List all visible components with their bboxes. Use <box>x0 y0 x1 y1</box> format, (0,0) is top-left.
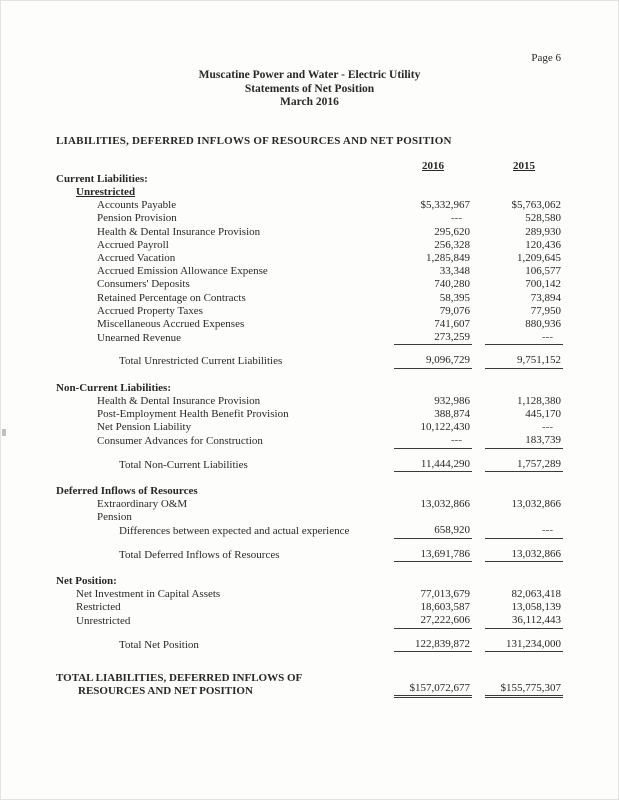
table-row <box>56 212 618 225</box>
row-label: Unrestricted <box>76 185 136 198</box>
table-row <box>56 408 618 421</box>
value-2015: 880,936 <box>525 317 561 330</box>
value-2015: 13,058,139 <box>511 601 561 614</box>
table-row <box>56 395 618 408</box>
row-label: Accrued Vacation <box>97 251 176 264</box>
value-2016: --- <box>394 434 472 448</box>
value-2015: 289,930 <box>525 225 561 238</box>
value-2016: 658,920 <box>394 524 472 538</box>
value-2016: 256,328 <box>434 238 470 251</box>
document-header <box>1 1 618 110</box>
value-2015: 73,894 <box>530 291 561 304</box>
row-label: Miscellaneous Accrued Expenses <box>97 317 245 330</box>
row-label: Post-Employment Health Benefit Provision <box>97 407 289 420</box>
table-row <box>56 292 618 305</box>
table-row <box>56 186 618 199</box>
section-title: LIABILITIES, DEFERRED INFLOWS OF RESOURCES AND NET POSITION <box>56 134 452 147</box>
statement-table <box>56 160 618 699</box>
table-row <box>56 575 618 588</box>
value-2016: 18,603,587 <box>420 601 470 614</box>
value-2016: 11,444,290 <box>394 458 472 472</box>
table-row <box>56 421 618 434</box>
table-row <box>56 252 618 265</box>
row-label: Current Liabilities: <box>56 172 148 185</box>
value-2016: 10,122,430 <box>420 421 470 434</box>
page-number: Page 6 <box>531 52 561 64</box>
row-label: Total Net Position <box>119 638 199 651</box>
value-2015: --- <box>485 524 563 538</box>
row-label: Accrued Payroll <box>97 238 169 251</box>
table-row <box>56 588 618 601</box>
value-2015: $5,763,062 <box>511 199 561 212</box>
table-row <box>56 331 618 345</box>
value-2015: 36,112,443 <box>485 614 563 628</box>
value-2016: 13,032,866 <box>420 497 470 510</box>
value-2015: 700,142 <box>525 278 561 291</box>
row-label: Deferred Inflows of Resources <box>56 484 198 497</box>
table-row <box>56 305 618 318</box>
column-header-2015: 2015 <box>513 159 535 172</box>
value-2015: 1,128,380 <box>517 394 561 407</box>
value-2016: 932,986 <box>434 394 470 407</box>
statement-rows <box>56 173 618 699</box>
row-label: Total Non-Current Liabilities <box>119 458 248 471</box>
statement-date: March 2016 <box>280 96 339 108</box>
table-row <box>56 239 618 252</box>
table-row <box>56 548 618 562</box>
table-row <box>56 382 618 395</box>
value-2015: 13,032,866 <box>485 548 563 562</box>
value-2015: 131,234,000 <box>485 638 563 652</box>
row-label: Pension <box>97 511 132 524</box>
table-row <box>56 601 618 614</box>
table-row <box>56 226 618 239</box>
row-label: TOTAL LIABILITIES, DEFERRED INFLOWS OF RESOURCES AND NET POSITION <box>56 671 303 697</box>
row-label: Health & Dental Insurance Provision <box>97 225 261 238</box>
row-label: Differences between expected and actual experience <box>119 525 350 538</box>
value-2016: 388,874 <box>434 407 470 420</box>
value-2015: 1,757,289 <box>485 458 563 472</box>
value-2016: 9,096,729 <box>394 354 472 368</box>
value-2016: 273,259 <box>394 331 472 345</box>
row-label: Extraordinary O&M <box>97 497 188 510</box>
value-2015: --- <box>542 421 553 434</box>
table-row <box>56 434 618 448</box>
value-2016: 122,839,872 <box>394 638 472 652</box>
value-2015: 106,577 <box>525 265 561 278</box>
statement-title: Statements of Net Position <box>244 82 375 95</box>
row-label: Unrestricted <box>76 615 131 628</box>
table-row <box>56 498 618 511</box>
table-row <box>56 458 618 472</box>
value-2016: 740,280 <box>434 278 470 291</box>
value-2016: 79,076 <box>439 304 470 317</box>
row-label: Net Position: <box>56 574 117 587</box>
row-label: Consumer Advances for Construction <box>97 435 263 448</box>
row-label: Retained Percentage on Contracts <box>97 291 246 304</box>
row-label: Net Pension Liability <box>97 421 192 434</box>
table-row <box>56 173 618 186</box>
value-2016: --- <box>451 212 462 225</box>
value-2016: 13,691,786 <box>394 548 472 562</box>
table-row <box>56 614 618 628</box>
row-label: Consumers' Deposits <box>97 278 190 291</box>
value-2015: 445,170 <box>525 407 561 420</box>
value-2015: 9,751,152 <box>485 354 563 368</box>
table-row <box>56 199 618 212</box>
column-header-2016: 2016 <box>422 159 444 172</box>
table-row <box>56 318 618 331</box>
row-label: Net Investment in Capital Assets <box>76 587 221 600</box>
value-2016: 1,285,849 <box>426 251 470 264</box>
table-row <box>56 524 618 538</box>
row-label: Restricted <box>76 601 121 614</box>
value-2015: 77,950 <box>530 304 561 317</box>
value-2016: 27,222,606 <box>394 614 472 628</box>
value-2016: $5,332,967 <box>420 199 470 212</box>
value-2015: 82,063,418 <box>511 587 561 600</box>
row-label: Non-Current Liabilities: <box>56 381 171 394</box>
value-2016: $157,072,677 <box>394 682 472 698</box>
value-2016: 77,013,679 <box>420 587 470 600</box>
value-2015: 528,580 <box>525 212 561 225</box>
value-2016: 58,395 <box>439 291 470 304</box>
row-label: Total Unrestricted Current Liabilities <box>119 355 283 368</box>
value-2015: 1,209,645 <box>517 251 561 264</box>
table-row <box>56 485 618 498</box>
row-label: Unearned Revenue <box>97 332 181 345</box>
value-2015: 120,436 <box>525 238 561 251</box>
value-2015: 13,032,866 <box>511 497 561 510</box>
row-label: Health & Dental Insurance Provision <box>97 394 261 407</box>
value-2016: 741,607 <box>434 317 470 330</box>
table-row <box>56 354 618 368</box>
company-title: Muscatine Power and Water - Electric Utility <box>198 69 421 81</box>
table-row <box>56 265 618 278</box>
value-2015: 183,739 <box>485 434 563 448</box>
row-label: Pension Provision <box>97 212 177 225</box>
row-label: Accounts Payable <box>97 199 177 212</box>
scan-artifact <box>2 429 6 436</box>
table-row <box>56 672 618 698</box>
row-label: Accrued Property Taxes <box>97 304 203 317</box>
column-header-row <box>56 160 618 173</box>
value-2015: $155,775,307 <box>485 682 563 698</box>
value-2016: 295,620 <box>434 225 470 238</box>
row-label: Accrued Emission Allowance Expense <box>97 265 268 278</box>
table-row <box>56 638 618 652</box>
value-2015: --- <box>485 331 563 345</box>
row-label: Total Deferred Inflows of Resources <box>119 548 280 561</box>
table-row <box>56 278 618 291</box>
value-2016: 33,348 <box>439 265 470 278</box>
table-row <box>56 511 618 524</box>
